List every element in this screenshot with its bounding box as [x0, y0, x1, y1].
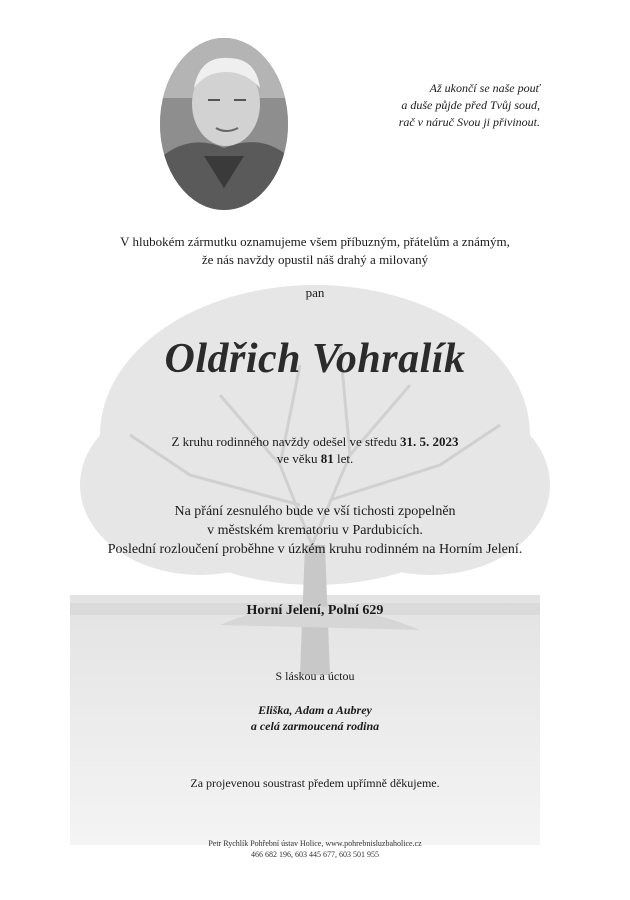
cremation-line-2: v městském krematoriu v Pardubicích. [207, 523, 423, 538]
age-prefix: ve věku [276, 451, 321, 466]
death-line-1-text: Z kruhu rodinného navždy odešel ve středu [171, 434, 401, 449]
family-signers [0, 702, 630, 734]
cremation-line-3: Poslední rozloučení proběhne v úzkém kruhu rodinném na Horním Jelení. [107, 542, 523, 557]
cremation-notice [0, 502, 630, 559]
age-value: 81 [320, 451, 334, 466]
signers-line-2: a celá zarmoucená rodina [250, 719, 380, 733]
portrait-photo [160, 38, 288, 210]
family-address: Horní Jelení, Polní 629 [246, 603, 384, 618]
verse-line-2: a duše půjde před Tvůj soud, [401, 98, 540, 112]
memorial-verse [340, 80, 540, 131]
death-date: 31. 5. 2023 [400, 434, 459, 449]
age-suffix: let. [333, 451, 354, 466]
death-notice [0, 433, 630, 467]
thanks-line: Za projevenou soustrast předem upřímně děkujeme. [190, 776, 440, 790]
footer-line-1: Petr Rychlík Pohřební ústav Holice, www.pohrebnisluzbaholice.cz [208, 839, 422, 848]
verse-line-1: Až ukončí se naše pouť [429, 81, 540, 95]
cremation-line-1: Na přání zesnulého bude ve vší tichosti zpopelněn [174, 504, 456, 519]
title-word: pan [305, 285, 325, 300]
footer-line-2: 466 682 196, 603 445 677, 603 501 955 [251, 850, 379, 859]
closing-phrase: S láskou a úctou [275, 669, 355, 683]
signers-line-1: Eliška, Adam a Aubrey [258, 703, 372, 717]
deceased-name: Oldřich Vohralík [164, 336, 466, 382]
intro-line-1: V hlubokém zármutku oznamujeme všem příbuzným, přátelům a známým, [120, 234, 510, 249]
death-line-1 [0, 433, 630, 450]
announcement-intro [0, 233, 630, 269]
funeral-home-footer [0, 838, 630, 860]
intro-line-2: že nás navždy opustil náš drahý a milovaný [201, 252, 429, 267]
death-line-2 [0, 450, 630, 467]
verse-line-3: rač v náruč Svou ji přivinout. [398, 115, 540, 129]
